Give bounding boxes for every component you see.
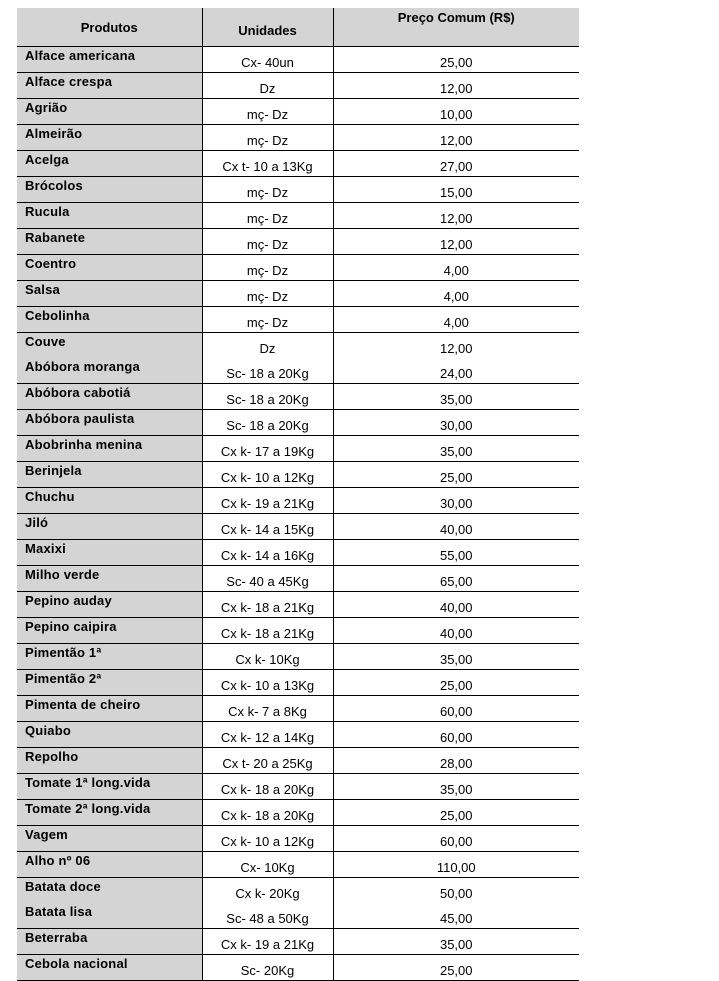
- table-row: [17, 852, 579, 878]
- product-cell: Batata lisa: [17, 903, 202, 929]
- product-cell: Tomate 2ª long.vida: [17, 800, 202, 826]
- unit-cell: mç- Dz: [202, 255, 333, 281]
- unit-cell: mç- Dz: [202, 177, 333, 203]
- unit-cell: Cx k- 18 a 20Kg: [202, 774, 333, 800]
- header-row: [17, 8, 579, 47]
- table-row: [17, 384, 579, 410]
- product-cell: Batata doce: [17, 878, 202, 904]
- product-cell: Rucula: [17, 203, 202, 229]
- price-cell: 60,00: [333, 722, 579, 748]
- product-cell: Pimenta de cheiro: [17, 696, 202, 722]
- unit-cell: mç- Dz: [202, 281, 333, 307]
- unit-cell: Cx k- 20Kg: [202, 878, 333, 904]
- table-row: [17, 125, 579, 151]
- price-cell: 25,00: [333, 462, 579, 488]
- price-cell: 4,00: [333, 307, 579, 333]
- product-cell: Maxixi: [17, 540, 202, 566]
- price-cell: 4,00: [333, 281, 579, 307]
- product-cell: Abóbora cabotiá: [17, 384, 202, 410]
- product-cell: Pimentão 2ª: [17, 670, 202, 696]
- price-cell: 25,00: [333, 47, 579, 73]
- product-cell: Jiló: [17, 514, 202, 540]
- price-cell: 40,00: [333, 514, 579, 540]
- table-row: [17, 281, 579, 307]
- table-row: [17, 151, 579, 177]
- price-cell: 65,00: [333, 566, 579, 592]
- product-cell: Salsa: [17, 281, 202, 307]
- unit-cell: Cx k- 14 a 16Kg: [202, 540, 333, 566]
- unit-cell: Cx k- 18 a 20Kg: [202, 800, 333, 826]
- unit-cell: mç- Dz: [202, 99, 333, 125]
- table-body: [17, 47, 579, 981]
- table-row: [17, 826, 579, 852]
- table-row: [17, 99, 579, 125]
- price-cell: 15,00: [333, 177, 579, 203]
- unit-cell: Cx k- 10 a 12Kg: [202, 462, 333, 488]
- unit-cell: Cx k- 10 a 12Kg: [202, 826, 333, 852]
- price-cell: 60,00: [333, 696, 579, 722]
- product-cell: Pepino auday: [17, 592, 202, 618]
- price-cell: 12,00: [333, 203, 579, 229]
- product-cell: Agrião: [17, 99, 202, 125]
- unit-cell: Cx k- 19 a 21Kg: [202, 929, 333, 955]
- product-cell: Cebola nacional: [17, 955, 202, 981]
- table-row: [17, 47, 579, 73]
- price-cell: 30,00: [333, 410, 579, 436]
- table-row: [17, 462, 579, 488]
- table-row: [17, 436, 579, 462]
- price-cell: 10,00: [333, 99, 579, 125]
- unit-cell: Cx- 40un: [202, 47, 333, 73]
- table-row: [17, 410, 579, 436]
- price-cell: 12,00: [333, 73, 579, 99]
- unit-cell: Cx k- 14 a 15Kg: [202, 514, 333, 540]
- header-unidades: Unidades: [202, 8, 333, 47]
- product-cell: Couve: [17, 333, 202, 359]
- product-cell: Cebolinha: [17, 307, 202, 333]
- price-cell: 110,00: [333, 852, 579, 878]
- product-cell: Berinjela: [17, 462, 202, 488]
- product-cell: Acelga: [17, 151, 202, 177]
- price-cell: 60,00: [333, 826, 579, 852]
- unit-cell: mç- Dz: [202, 125, 333, 151]
- unit-cell: Sc- 18 a 20Kg: [202, 384, 333, 410]
- price-cell: 55,00: [333, 540, 579, 566]
- product-cell: Brócolos: [17, 177, 202, 203]
- table-row: [17, 73, 579, 99]
- table-row: [17, 177, 579, 203]
- unit-cell: Cx k- 19 a 21Kg: [202, 488, 333, 514]
- unit-cell: Cx k- 17 a 19Kg: [202, 436, 333, 462]
- price-cell: 30,00: [333, 488, 579, 514]
- product-cell: Repolho: [17, 748, 202, 774]
- price-cell: 35,00: [333, 774, 579, 800]
- table-row: [17, 307, 579, 333]
- price-cell: 25,00: [333, 670, 579, 696]
- unit-cell: Cx k- 10Kg: [202, 644, 333, 670]
- price-cell: 27,00: [333, 151, 579, 177]
- price-table: [17, 8, 579, 981]
- product-cell: Abóbora paulista: [17, 410, 202, 436]
- product-cell: Pimentão 1ª: [17, 644, 202, 670]
- price-cell: 12,00: [333, 125, 579, 151]
- table-row: [17, 488, 579, 514]
- price-cell: 45,00: [333, 903, 579, 929]
- price-cell: 25,00: [333, 800, 579, 826]
- price-cell: 35,00: [333, 644, 579, 670]
- unit-cell: Cx k- 7 a 8Kg: [202, 696, 333, 722]
- header-preco: Preço Comum (R$): [333, 8, 579, 47]
- price-cell: 40,00: [333, 618, 579, 644]
- unit-cell: mç- Dz: [202, 229, 333, 255]
- product-cell: Quiabo: [17, 722, 202, 748]
- product-cell: Milho verde: [17, 566, 202, 592]
- table-row: [17, 255, 579, 281]
- unit-cell: Cx k- 18 a 21Kg: [202, 592, 333, 618]
- product-cell: Abóbora moranga: [17, 358, 202, 384]
- price-cell: 28,00: [333, 748, 579, 774]
- table-row: [17, 203, 579, 229]
- table-row: [17, 644, 579, 670]
- unit-cell: Sc- 18 a 20Kg: [202, 358, 333, 384]
- table-row: [17, 566, 579, 592]
- unit-cell: Cx k- 18 a 21Kg: [202, 618, 333, 644]
- unit-cell: Cx- 10Kg: [202, 852, 333, 878]
- product-cell: Beterraba: [17, 929, 202, 955]
- product-cell: Chuchu: [17, 488, 202, 514]
- unit-cell: Sc- 20Kg: [202, 955, 333, 981]
- price-cell: 40,00: [333, 592, 579, 618]
- unit-cell: Cx t- 20 a 25Kg: [202, 748, 333, 774]
- table-row: [17, 592, 579, 618]
- price-cell: 50,00: [439, 886, 473, 901]
- product-cell: Alface crespa: [17, 73, 202, 99]
- table-row: [17, 358, 579, 384]
- table-row: [17, 774, 579, 800]
- table-row: [17, 722, 579, 748]
- product-cell: Almeirão: [17, 125, 202, 151]
- unit-cell: Sc- 18 a 20Kg: [202, 410, 333, 436]
- price-cell: 35,00: [333, 929, 579, 955]
- product-cell: Rabanete: [17, 229, 202, 255]
- product-cell: Vagem: [17, 826, 202, 852]
- product-cell: Alface americana: [17, 47, 202, 73]
- table-row: [17, 333, 579, 359]
- table-row: [17, 878, 579, 904]
- unit-cell: Cx t- 10 a 13Kg: [202, 151, 333, 177]
- table-row: [17, 670, 579, 696]
- price-cell: 12,00: [333, 229, 579, 255]
- price-cell: 12,00: [439, 341, 473, 356]
- table-row: [17, 955, 579, 981]
- table-row: [17, 229, 579, 255]
- unit-cell: Dz: [202, 333, 333, 359]
- price-cell: 4,00: [333, 255, 579, 281]
- table-row: [17, 929, 579, 955]
- table-row: [17, 618, 579, 644]
- table-row: [17, 540, 579, 566]
- product-cell: Alho nº 06: [17, 852, 202, 878]
- product-cell: Tomate 1ª long.vida: [17, 774, 202, 800]
- unit-cell: Cx k- 10 a 13Kg: [202, 670, 333, 696]
- price-table-container: [17, 8, 579, 981]
- table-row: [17, 800, 579, 826]
- unit-cell: mç- Dz: [202, 203, 333, 229]
- table-row: [17, 903, 579, 929]
- unit-cell: Cx k- 12 a 14Kg: [202, 722, 333, 748]
- table-row: [17, 748, 579, 774]
- price-cell: 35,00: [333, 384, 579, 410]
- price-cell: 35,00: [333, 436, 579, 462]
- price-cell: 24,00: [333, 358, 579, 384]
- unit-cell: Dz: [202, 73, 333, 99]
- unit-cell: mç- Dz: [202, 307, 333, 333]
- product-cell: Abobrinha menina: [17, 436, 202, 462]
- unit-cell: Sc- 40 a 45Kg: [202, 566, 333, 592]
- table-row: [17, 696, 579, 722]
- unit-cell: Sc- 48 a 50Kg: [202, 903, 333, 929]
- header-produtos: Produtos: [17, 8, 202, 47]
- product-cell: Pepino caipira: [17, 618, 202, 644]
- price-cell: 25,00: [333, 955, 579, 981]
- product-cell: Coentro: [17, 255, 202, 281]
- table-row: [17, 514, 579, 540]
